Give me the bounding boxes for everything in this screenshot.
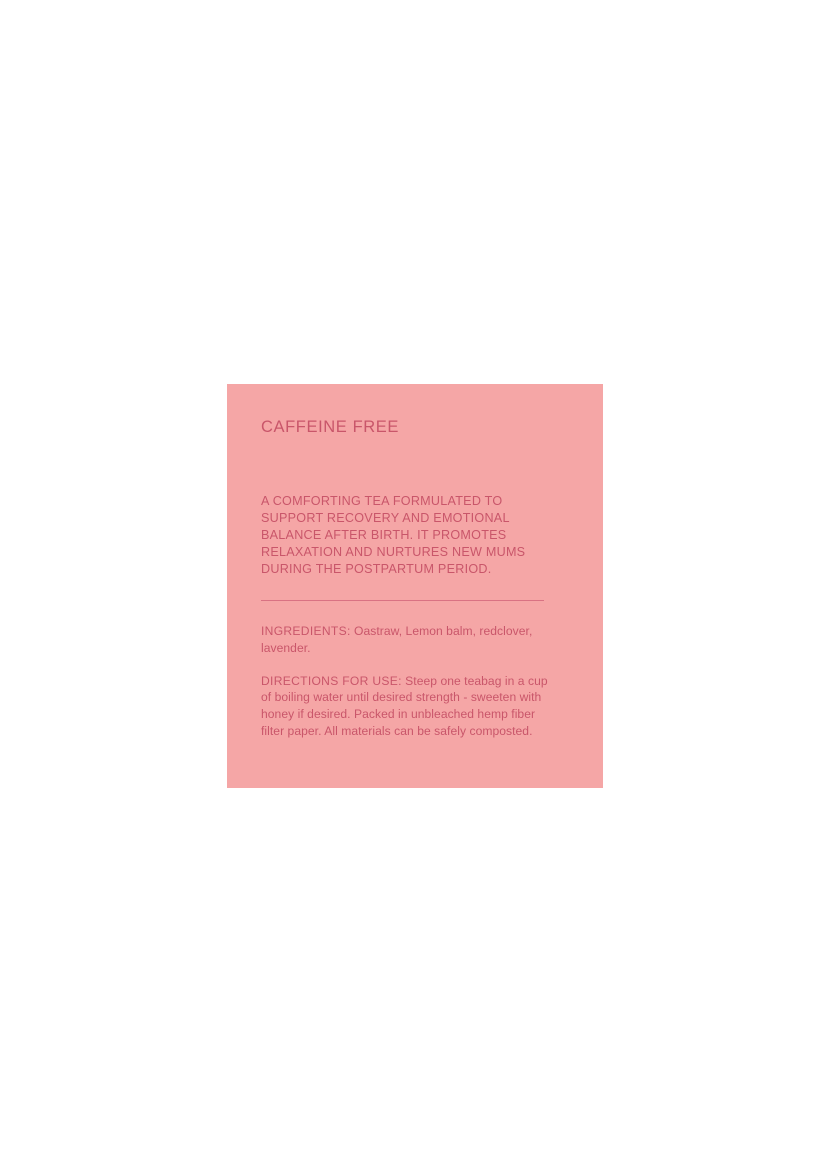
- product-description: A COMFORTING TEA FORMULATED TO SUPPORT RECOVERY AND EMOTIONAL BALANCE AFTER BIRTH. IT PROMOTES RELAXATION AND NURTURES NEW MUMS DURING THE POSTPARTUM PERIOD.: [261, 494, 526, 576]
- directions-section: [261, 673, 549, 740]
- page-title: CAFFEINE FREE: [261, 418, 399, 436]
- tea-label-panel: [227, 384, 603, 788]
- directions-label: DIRECTIONS FOR USE:: [261, 673, 402, 688]
- ingredients-label: INGREDIENTS:: [261, 624, 351, 638]
- panel-content: [261, 412, 573, 752]
- ingredients-section: [261, 623, 549, 657]
- ingredients-text: Oastraw, Lemon balm, redclover, lavender.: [261, 624, 533, 655]
- divider: [261, 600, 544, 601]
- directions-text: Steep one teabag in a cup of boiling water until desired strength - sweeten with honey if desired. Packed in unbleached hemp fiber filter paper. All materials can be safely composted.: [261, 673, 548, 738]
